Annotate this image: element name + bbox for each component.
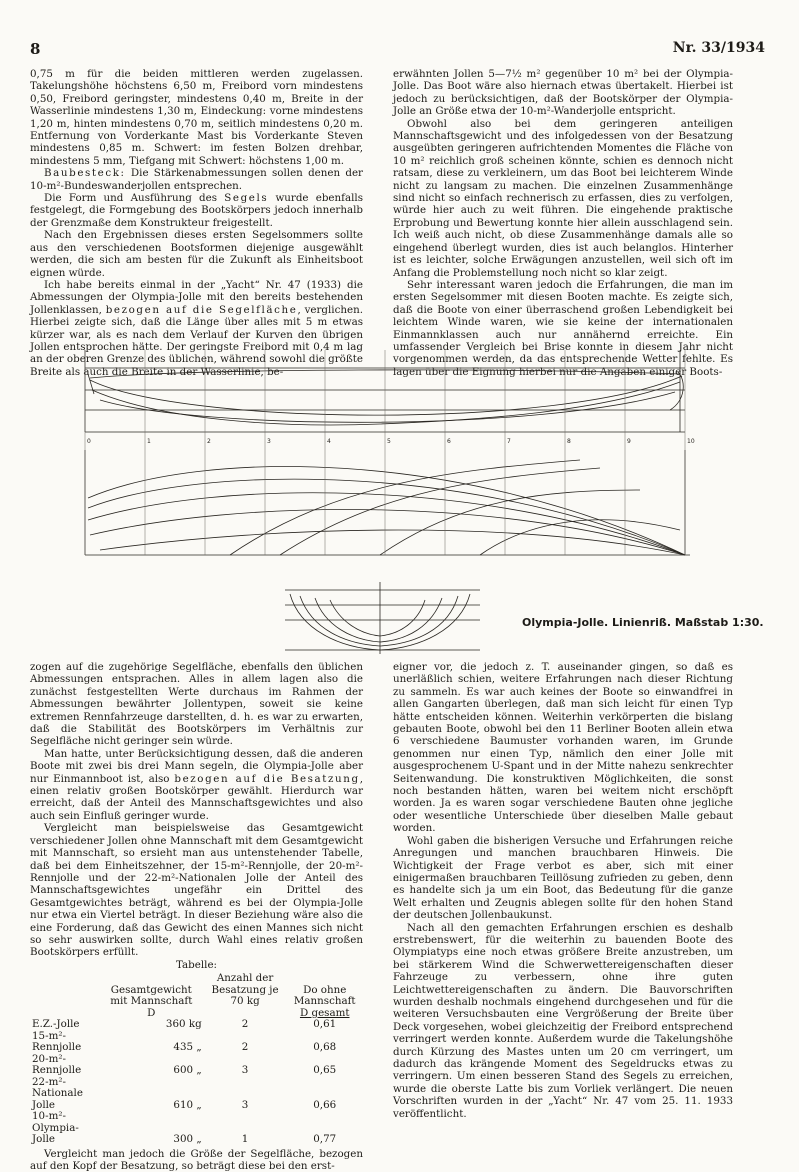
cell: 2 — [241, 1018, 249, 1031]
table-row — [30, 1031, 363, 1054]
cell: 300 „ — [173, 1133, 202, 1146]
table-header: Gesamtgewicht mit Mannschaft — [110, 983, 193, 1008]
cell: 0,61 — [313, 1018, 337, 1031]
cell: 20-m²-Rennjolle — [32, 1052, 82, 1077]
table-header: Anzahl der Besatzung je 70 kg — [211, 972, 279, 1008]
cell: 600 „ — [173, 1064, 202, 1077]
column-2 — [393, 68, 733, 378]
station-number: 1 — [147, 438, 151, 445]
cell: 435 „ — [173, 1041, 202, 1054]
table-row — [30, 1111, 363, 1146]
table-subheader: D — [147, 1006, 156, 1019]
station-number: 0 — [87, 438, 91, 445]
table-row — [30, 1077, 363, 1112]
paragraph: erwähnten Jollen 5—7½ m² gegenüber 10 m² bei der Olympia-Jolle. Das Boot wäre also hiernach etwas übertakelt. Hierbei ist jedoch zu berücksichtigen, daß der Bootskörper der Olympia-Jolle an Größe etwa der 10-m²-Wanderjolle entspricht. — [393, 68, 733, 118]
cell: 10-m²-Olympia-Jolle — [32, 1110, 79, 1146]
cell: 1 — [241, 1133, 249, 1146]
cell: 15-m²-Rennjolle — [32, 1029, 82, 1054]
paragraph: Nach all den gemachten Erfahrungen erschien es deshalb erstrebenswert, für die weiterhin zu bauenden Boote des Olympiatyps eine noch etwas größere Breite anzustreben, um bei stärkerem Wind die Schwerwettereigenschaften dieser Fahrzeuge zu verbessern, ohne ihre guten Leichtwettereigenschaften zu ändern. Die Bauvorschriften wurden deshalb nochmals eingehend durchgesehen und für die weiteren Versuchsbauten eine Vergrößerung der Breite über Deck vorgesehen, wobei gleichzeitig der Freibord entsprechend verringert werden konnte. Außerdem wurde die Takelungshöhe durch Kürzung des Mastes unten um 20 cm verringert, um dadurch das krängende Moment des Segeldrucks etwas zu verringern. Um einen besseren Stand des Segels zu erreichen, wurde die oberste Latte bis zum Vorliek verlängert. Die neuen Vorschriften wurden in der „Yacht“ Nr. 47 vom 25. 11. 1933 veröffentlicht. — [393, 921, 733, 1120]
paragraph: Vergleicht man beispielsweise das Gesamtgewicht verschiedener Jollen ohne Mannschaft mit dem Gesamtgewicht mit Mannschaft, so ersieht man aus untenstehender Tabelle, daß bei dem Einheitszehner, der 15-m²-Rennjolle, der 20-m²-Rennjolle und der 22-m²-Nationalen Jolle der Anteil des Mannschaftsgewichtes ungefähr ein Drittel des Gesamtgewichtes beträgt, während es bei der Olympia-Jolle nur etwa ein Viertel beträgt. In dieser Beziehung wäre also die eine Forderung, daß das Gewicht des einen Mannes sich nicht so sehr auswirken sollte, durch Wahl eines relativ großen Bootskörpers erfüllt. — [30, 822, 363, 959]
cell: 0,77 — [313, 1133, 337, 1146]
weight-table — [30, 973, 363, 1146]
station-number: 5 — [387, 438, 391, 445]
paragraph: Vergleicht man jedoch die Größe der Segelfläche, bezogen auf den Kopf der Besatzung, so beträgt diese bei den erst- — [30, 1147, 363, 1172]
column-4 — [393, 661, 733, 1120]
cell: 610 „ — [173, 1098, 202, 1111]
paragraph: eigner vor, die jedoch z. T. auseinander gingen, so daß es unerläßlich schien, weitere Erfahrungen nach dieser Richtung zu sammeln. Es war auch keines der Boote so einwandfrei in allen Gangarten überlegen, daß man sich leicht für einen Typ hätte entscheiden können. Weiterhin verkörperten die bislang gebauten Boote, obwohl bei den 11 Berliner Booten allein etwa 6 verschiedene Baumuster vorhanden waren, im Grunde genommen nur einen Typ, nämlich den einer Jolle mit ausgesprochenem U-Spant und in der Mitte nahezu senkrechter Seitenwandung. Die konstruktiven Möglichkeiten, die sonst noch bestanden hätten, waren bei weitem nicht erschöpft worden. Ja es waren sogar verschiedene Bauten ohne jegliche oder wesentliche Unterschiede über dieselben Malle gebaut worden. — [393, 661, 733, 835]
paragraph: Ich habe bereits einmal in der „Yacht“ Nr. 47 (1933) die Abmessungen der Olympia-Jolle mit den bereits bestehenden Jollenklassen, bezogen auf die Segelfläche, verglichen. Hierbei zeigte sich, daß die Länge über alles mit 5 m etwas kürzer war, als es nach dem Verlauf der Kurven den übrigen Jollen entsprochen hätte. Der geringste Freibord mit 0,4 m lag an der oberen Grenze des üblichen, während sowohl die größte Breite als auch die Breite in der Wasserlinie, be- — [30, 278, 363, 378]
table-header: Do ohne Mannschaft — [293, 983, 356, 1008]
table-row — [30, 1054, 363, 1077]
paragraph: Nach den Ergebnissen dieses ersten Segelsommers sollte aus den verschiedenen Bootsformen diejenige ausgewählt werden, die sich am besten für die Zukunft als Einheitsboot eignen würde. — [30, 229, 363, 279]
paragraph: Obwohl also bei dem geringeren anteiligen Mannschaftsgewicht und des infolgedessen von der Besatzung ausgeübten geringeren aufrichtenden Momentes die Fläche von 10 m² reichlich groß scheinen könnte, schien es dennoch nicht ratsam, diese zu verkleinern, um das Boot bei leichterem Winde nicht zu langsam zu machen. Die einzelnen Zusammenhänge sind nicht so einfach rechnerisch zu erfassen, dies zu verfolgen, würde hier auch zu weit führen. Die eingehende praktische Erprobung und Bewertung konnte hier allein ausschlagend sein. Ich weiß auch nicht, ob diese Zusammenhänge damals alle so eingehend überlegt wurden, dies ist auch belanglos. Hinterher ist es leichter, solche Erwägungen anzustellen, weil sich oft im Anfang die Problemstellung noch nicht so klar zeigt. — [393, 117, 733, 279]
table-caption: Tabelle: — [175, 958, 218, 971]
cell: 0,68 — [313, 1041, 337, 1054]
table-header — [30, 973, 99, 1008]
table-subheader: D gesamt — [299, 1006, 350, 1019]
cell: 22-m²-Nationale Jolle — [32, 1075, 83, 1111]
station-number: 6 — [447, 438, 451, 445]
station-number: 7 — [507, 438, 511, 445]
station-number: 3 — [267, 438, 271, 445]
station-number: 10 — [687, 438, 695, 445]
cell: 0,66 — [313, 1098, 337, 1111]
paragraph: Baubesteck: Die Stärkenabmessungen sollen denen der 10-m²-Bundeswanderjollen entsprechen. — [30, 167, 363, 192]
station-number: 4 — [327, 438, 331, 445]
paragraph: Sehr interessant waren jedoch die Erfahrungen, die man im ersten Segelsommer mit diesen Booten machte. Es zeigte sich, daß die Boote von einer überraschend großen Lebendigkeit bei leichtem Winde waren, wie sie keine der internationalen Einmannklassen auch nur annähernd erreichte. Ein umfassender Vergleich bei Brise konnte in diesem Jahr nicht vorgenommen werden, da das entsprechende Wetter fehlte. Es lagen über die Eignung hierbei nur die Angaben einiger Boots- — [393, 278, 733, 378]
figure-caption: Olympia-Jolle. Linienriß. Maßstab 1:30. — [522, 616, 764, 629]
cell: 3 — [241, 1098, 249, 1111]
cell: 0,65 — [313, 1064, 337, 1077]
table-row — [30, 1019, 363, 1031]
station-number: 9 — [627, 438, 631, 445]
paragraph: Wohl gaben die bisherigen Versuche und Erfahrungen reiche Anregungen und manchen brauchbaren Hinweis. Die Wichtigkeit der Frage verbot es aber, sich mit einer einigermaßen brauchbaren Teillösung zufrieden zu geben, denn es handelte sich ja um ein Boot, das Bedeutung für die ganze Welt erhalten und Zeugnis ablegen sollte für den hohen Stand der deutschen Jollenbaukunst. — [393, 834, 733, 922]
station-number: 2 — [207, 438, 211, 445]
station-number: 8 — [567, 438, 571, 445]
paragraph: 0,75 m für die beiden mittleren werden zugelassen. Takelungshöhe höchstens 6,50 m, Freibord vorn mindestens 0,50, Freibord geringster, mindestens 0,40 m, Breite in der Wasserlinie mindestens 1,30 m, Eindeckung: vorne mindestens 1,20 m, hinten mindestens 0,70 m, seitlich mindestens 0,20 m. Entfernung von Vorderkante Mast bis Vorderkante Steven mindestens 0,85 m. Schwert: im festen Bolzen drehbar, mindestens 5 mm, Tiefgang mit Schwert: höchstens 1,00 m. — [30, 68, 363, 167]
page-number: 8 — [30, 40, 41, 58]
column-1 — [30, 68, 363, 378]
cell: 360 kg — [165, 1018, 202, 1031]
paragraph: zogen auf die zugehörige Segelfläche, ebenfalls den üblichen Abmessungen entsprachen. Alles in allem lagen also die zunächst festgestellten Werte durchaus im Rahmen der Abmessungen bewährter Jollentypen, soweit sie keine extremen Rennfahrzeuge darstellten, d. h. es war zu erwarten, daß die Stabilität des Bootskörpers im Verhältnis zur Segelfläche nicht geringer sein würde. — [30, 661, 363, 748]
cell: 3 — [241, 1064, 249, 1077]
issue-number: Nr. 33/1934 — [672, 40, 765, 56]
lines-plan-drawing — [80, 350, 740, 660]
column-3 — [30, 661, 363, 1172]
paragraph: Man hatte, unter Berücksichtigung dessen, daß die anderen Boote mit zwei bis drei Mann segeln, die Olympia-Jolle aber nur Einmannboot ist, also bezogen auf die Besatzung, einen relativ großen Bootskörper gewählt. Hierdurch war erreicht, daß der Anteil des Mannschaftsgewichtes und also auch sein Einfluß geringer wurde. — [30, 747, 363, 822]
cell: E.Z.-Jolle — [32, 1018, 80, 1031]
paragraph: Die Form und Ausführung des Segels wurde ebenfalls festgelegt, die Formgebung des Bootskörpers jedoch innerhalb der Grenzmaße dem Konstrukteur freigestellt. — [30, 192, 363, 229]
cell: 2 — [241, 1041, 249, 1054]
